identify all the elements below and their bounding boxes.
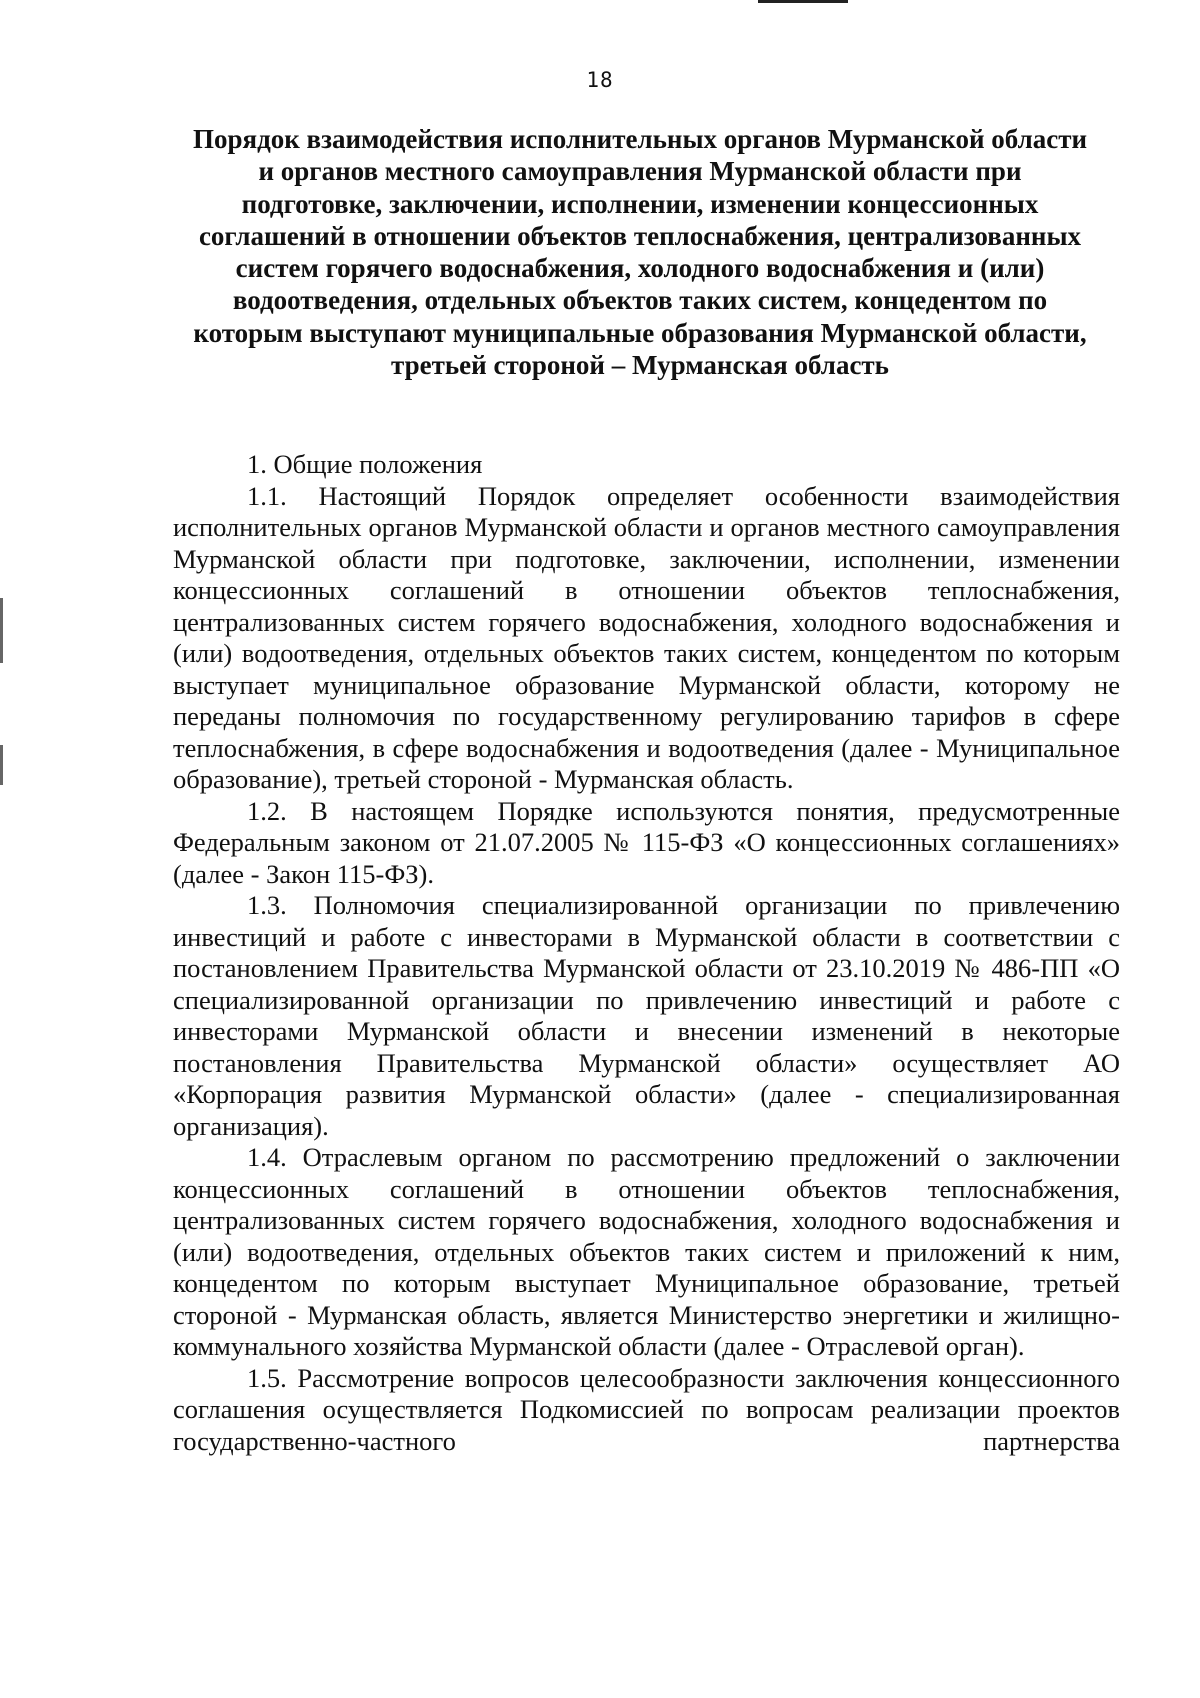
scan-margin-mark	[0, 745, 3, 785]
section-heading: 1. Общие положения	[247, 449, 483, 479]
paragraph-1-1: 1.1. Настоящий Порядок определяет особенности взаимодействия исполнительных органов Мурманской области и органов местного самоуправления Мурманской области при подготовке, заключении, исполнении, изменении концессионных соглашений в отношении объектов теплоснабжения, централизованных систем горячего водоснабжения, холодного водоснабжения и (или) водоотведения, отдельных объектов таких систем, концедентом по которым выступает муниципальное образование Мурманской области, которому не переданы полномочия по государственному регулированию тарифов в сфере теплоснабжения, в сфере водоснабжения и водоотведения (далее - Муниципальное образование), третьей стороной - Мурманская область.	[173, 480, 1120, 794]
scan-margin-mark	[0, 598, 3, 663]
title-line: Порядок взаимодействия исполнительных органов Мурманской области	[192, 124, 1088, 154]
title-line: подготовке, заключении, исполнении, изменении концессионных	[241, 188, 1039, 219]
title-line: систем горячего водоснабжения, холодного водоснабжения и (или)	[235, 253, 1045, 284]
title-line: которым выступают муниципальные образования Мурманской области,	[193, 317, 1087, 348]
paragraph-1-2: 1.2. В настоящем Порядке используются понятия, предусмотренные Федеральным законом от 21.07.2005 № 115-ФЗ «О концессионных соглашениях» (далее - Закон 115-ФЗ).	[173, 795, 1120, 889]
document-title	[160, 123, 1120, 381]
title-line: третьей стороной – Мурманская область	[391, 350, 889, 381]
page-number: 18	[586, 68, 614, 92]
top-rule-mark	[758, 0, 848, 3]
title-line: и органов местного самоуправления Мурманской области при	[258, 156, 1022, 187]
paragraph-1-5: 1.5. Рассмотрение вопросов целесообразности заключения концессионного соглашения осуществляется Подкомиссией по вопросам реализации проектов государственно-частного партнерства	[173, 1362, 1120, 1456]
paragraph-1-3: 1.3. Полномочия специализированной организации по привлечению инвестиций и работе с инвесторами в Мурманской области в соответствии с постановлением Правительства Мурманской области от 23.10.2019 № 486-ПП «О специализированной организации по привлечению инвестиций и работе с инвесторами Мурманской области и внесении изменений в некоторые постановления Правительства Мурманской области» осуществляет АО «Корпорация развития Мурманской области» (далее - специализированная организация).	[173, 890, 1120, 1141]
title-line: соглашений в отношении объектов теплоснабжения, централизованных	[198, 220, 1082, 251]
title-line: водоотведения, отдельных объектов таких систем, концедентом по	[232, 285, 1048, 316]
paragraph-1-4: 1.4. Отраслевым органом по рассмотрению предложений о заключении концессионных соглашений в отношении объектов теплоснабжения, централизованных систем горячего водоснабжения, холодного водоснабжения и (или) водоотведения, отдельных объектов таких систем и приложений к ним, концедентом по которым выступает Муниципальное образование, третьей стороной - Мурманская область, является Министерство энергетики и жилищно-коммунального хозяйства Мурманской области (далее - Отраслевой орган).	[173, 1142, 1120, 1361]
document-body	[173, 449, 1120, 1457]
